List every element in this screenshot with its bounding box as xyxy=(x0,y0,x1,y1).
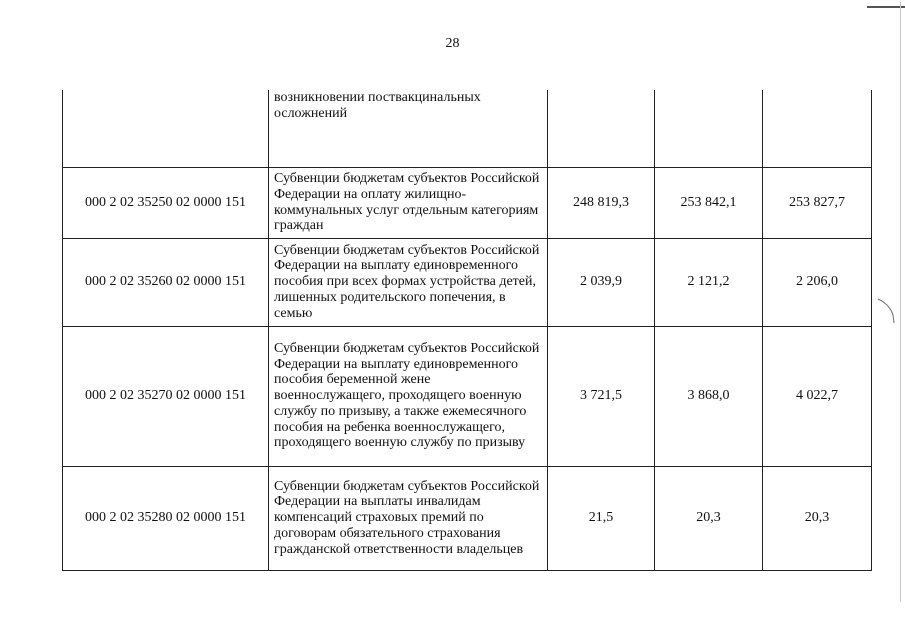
table-cell-value-2: 2 121,2 xyxy=(655,238,763,326)
table-cell-value-3 xyxy=(763,90,872,167)
scan-edge-line xyxy=(900,2,901,602)
table-cell-value-1: 248 819,3 xyxy=(548,167,655,238)
table-row xyxy=(63,466,872,570)
table-cell-name-text: Субвенции бюджетам субъектов Российской Федерации на оплату жилищно-коммунальных услуг отдельным категориям граждан xyxy=(274,170,540,234)
table-cell-value-3: 253 827,7 xyxy=(763,167,872,238)
table-cell-name xyxy=(269,326,548,466)
table-cell-name xyxy=(269,90,548,167)
table-cell-code xyxy=(63,90,269,167)
table-cell-name-text: Субвенции бюджетам субъектов Российской Федерации на выплату единовременного пособия при всех формах устройства детей, лишенных родительского попечения, в семью xyxy=(274,242,540,321)
table-cell-name xyxy=(269,167,548,238)
table-row xyxy=(63,326,872,466)
table-cell-value-1: 21,5 xyxy=(548,466,655,570)
table-cell-code: 000 2 02 35260 02 0000 151 xyxy=(63,238,269,326)
table-cell-value-3: 20,3 xyxy=(763,466,872,570)
table-cell-name-text: Субвенции бюджетам субъектов Российской Федерации на выплаты инвалидам компенсаций страховых премий по договорам обязательного страхования гражданской ответственности владельцев xyxy=(274,478,540,557)
table-cell-name-text: возникновении поствакцинальных осложнений xyxy=(274,90,481,121)
table-row xyxy=(63,167,872,238)
table-cell-name-text: Субвенции бюджетам субъектов Российской Федерации на выплату единовременного пособия беременной жене военнослужащего, проходящего военную службу по призыву, а также ежемесячного пособия на ребенка военнослужащего, проходящего военную службу по призыву xyxy=(274,340,540,451)
table-cell-value-1: 2 039,9 xyxy=(548,238,655,326)
table-cell-value-2: 3 868,0 xyxy=(655,326,763,466)
table-row xyxy=(63,238,872,326)
table-cell-code: 000 2 02 35270 02 0000 151 xyxy=(63,326,269,466)
table-cell-value-1: 3 721,5 xyxy=(548,326,655,466)
table-cell-value-1 xyxy=(548,90,655,167)
budget-table xyxy=(62,90,872,571)
table-row-continued xyxy=(63,90,872,167)
table-cell-code: 000 2 02 35280 02 0000 151 xyxy=(63,466,269,570)
scan-bracket-mark xyxy=(876,296,898,326)
table-cell-value-3: 4 022,7 xyxy=(763,326,872,466)
table-cell-value-2 xyxy=(655,90,763,167)
table-cell-value-3: 2 206,0 xyxy=(763,238,872,326)
table-cell-name xyxy=(269,466,548,570)
table-cell-value-2: 20,3 xyxy=(655,466,763,570)
table-cell-name xyxy=(269,238,548,326)
page-number: 28 xyxy=(445,36,460,51)
table-cell-value-2: 253 842,1 xyxy=(655,167,763,238)
table-cell-code: 000 2 02 35250 02 0000 151 xyxy=(63,167,269,238)
